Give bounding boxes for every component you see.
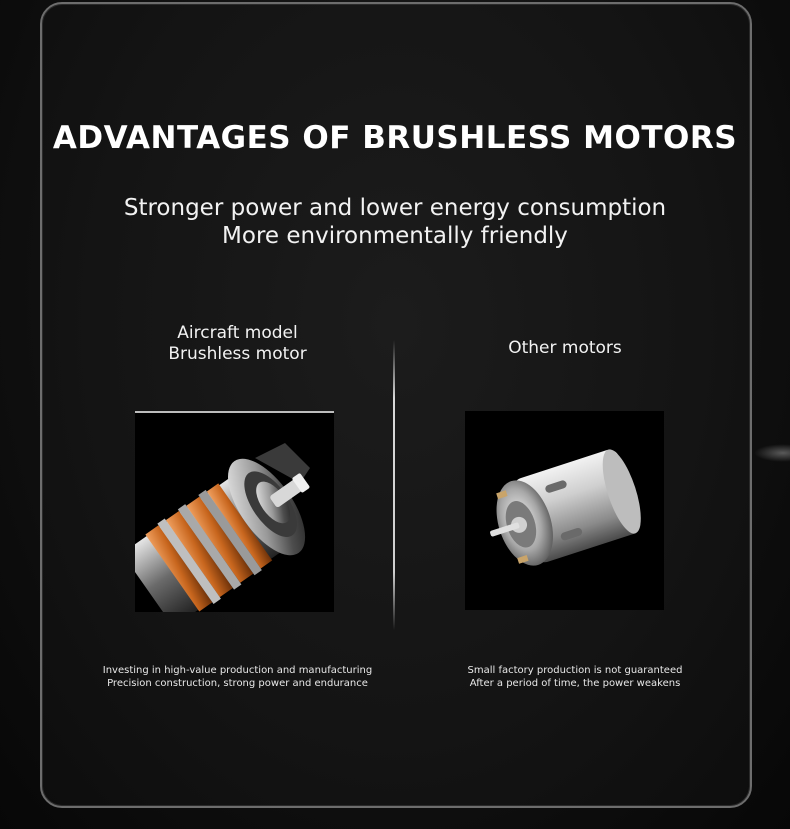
brushed-motor-image: [465, 411, 664, 610]
left-caption-line-2: Precision construction, strong power and endurance: [107, 678, 368, 689]
left-label-line-1: Aircraft model: [177, 323, 298, 343]
right-caption-line-2: After a period of time, the power weakens: [469, 678, 681, 689]
subtitle-line-2: More environmentally friendly: [222, 223, 568, 249]
left-caption-line-1: Investing in high-value production and manufacturing: [102, 665, 373, 676]
right-caption-line-1: Small factory production is not guaranteed: [467, 665, 683, 676]
column-divider: [393, 340, 395, 630]
right-column-label: Other motors: [508, 338, 622, 358]
subtitle-line-1: Stronger power and lower energy consumption: [123, 195, 667, 221]
page-title: ADVANTAGES OF BRUSHLESS MOTORS: [52, 120, 738, 156]
brushless-motor-image: [135, 411, 334, 612]
left-column-label: [110, 323, 365, 365]
left-label-line-2: Brushless motor: [168, 344, 307, 364]
light-streak: [754, 444, 790, 462]
